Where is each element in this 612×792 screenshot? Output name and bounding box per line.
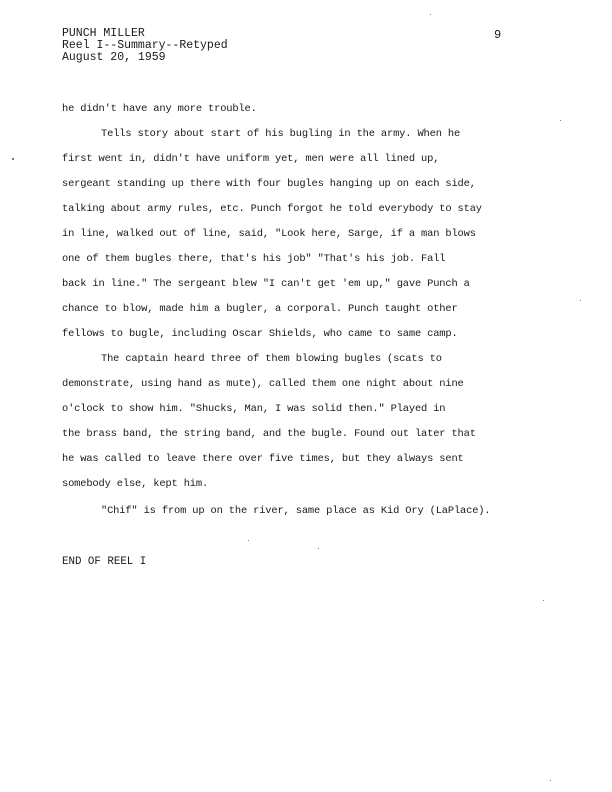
body-line: Tells story about start of his bugling in the army. When he [101, 128, 461, 140]
body-line: The captain heard three of them blowing bugles (scats to [101, 353, 442, 365]
scan-speck [318, 548, 319, 549]
scan-speck [550, 780, 551, 781]
body-line: in line, walked out of line, said, "Look here, Sarge, if a man blows [62, 228, 476, 240]
end-of-reel-note: END OF REEL I [62, 556, 147, 568]
body-line: somebody else, kept him. [62, 478, 209, 490]
body-line: demonstrate, using hand as mute), called them one night about nine [62, 378, 464, 390]
body-line: chance to blow, made him a bugler, a corporal. Punch taught other [62, 303, 458, 315]
scan-speck [248, 540, 249, 541]
scan-speck [543, 600, 544, 601]
body-line: talking about army rules, etc. Punch forgot he told everybody to stay [62, 203, 482, 215]
page-number: 9 [494, 28, 502, 42]
reel-info: Reel I--Summary--Retyped [62, 39, 228, 52]
body-line: he was called to leave there over five times, but they always sent [62, 453, 464, 465]
body-line: the brass band, the string band, and the bugle. Found out later that [62, 428, 476, 440]
document-header [62, 28, 228, 64]
interview-date: August 20, 1959 [62, 51, 166, 64]
body-line: first went in, didn't have uniform yet, men were all lined up, [62, 153, 440, 165]
body-line: back in line." The sergeant blew "I can't get 'em up," gave Punch a [62, 278, 470, 290]
body-line: o'clock to show him. "Shucks, Man, I was solid then." Played in [62, 403, 446, 415]
scan-speck [560, 120, 561, 121]
body-line: fellows to bugle, including Oscar Shields, who came to same camp. [62, 328, 458, 340]
scan-speck [430, 14, 431, 15]
scan-speck [12, 158, 14, 160]
body-line: he didn't have any more trouble. [62, 103, 257, 115]
body-line: sergeant standing up there with four bugles hanging up on each side, [62, 178, 476, 190]
interviewee-name: PUNCH MILLER [62, 27, 145, 40]
scan-speck [580, 300, 581, 301]
body-line: one of them bugles there, that's his job" "That's his job. Fall [62, 253, 446, 265]
body-line: "Chif" is from up on the river, same place as Kid Ory (LaPlace). [101, 505, 491, 517]
